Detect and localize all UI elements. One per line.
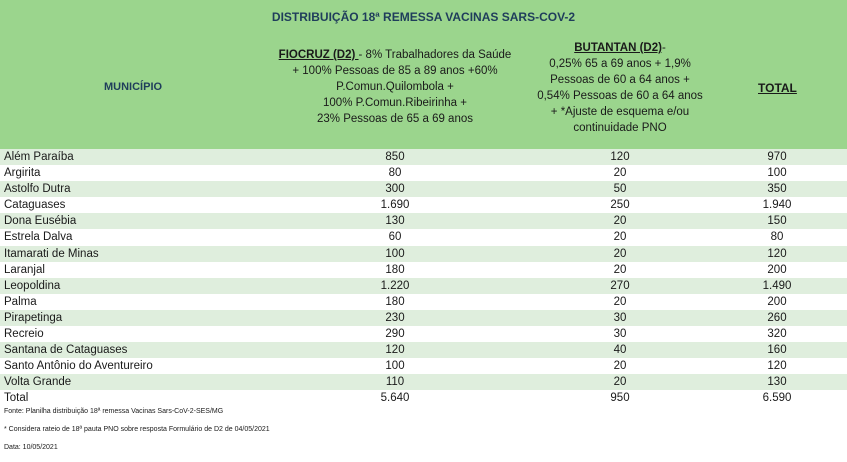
page-title: DISTRIBUIÇÃO 18ª REMESSA VACINAS SARS-COV-2 [271,10,576,24]
cell-municipio: Além Paraíba [4,151,74,163]
cell-fiocruz: 180 [385,295,405,308]
cell-butantan: 50 [613,183,627,196]
cell-fiocruz: 110 [385,376,405,389]
table-row [0,229,847,245]
cell-municipio: Total [4,392,29,405]
cell-butantan: 20 [613,376,627,389]
cell-butantan: 20 [613,263,627,276]
cell-total: 120 [767,247,787,260]
cell-butantan: 250 [610,199,630,212]
cell-municipio: Leopoldina [4,279,61,292]
cell-municipio: Santo Antônio do Aventureiro [4,360,153,373]
table-row [0,278,847,294]
cell-total: 350 [767,183,787,196]
fiocruz-title: FIOCRUZ (D2) [278,49,359,61]
table-row-total [0,390,847,406]
butantan-desc-3: Pessoas de 60 a 64 anos + [550,74,690,86]
footnote-rateio: * Considera rateio de 18ª pauta PNO sobre resposta Formulário de D2 de 04/05/2021 [4,426,270,433]
table-header [0,0,847,149]
cell-total: 970 [767,151,787,163]
table-body [0,149,847,407]
column-header-fiocruz [245,47,545,127]
table-row [0,326,847,342]
cell-fiocruz: 130 [385,215,405,228]
column-header-municipio: MUNICÍPIO [104,81,163,93]
table-row [0,374,847,390]
cell-fiocruz: 300 [385,183,405,196]
fiocruz-desc-5: 23% Pessoas de 65 a 69 anos [316,113,473,125]
cell-butantan: 20 [613,167,627,180]
cell-total: 100 [767,167,787,180]
cell-butantan: 30 [613,311,627,324]
table-row [0,294,847,310]
butantan-desc-4: 0,54% Pessoas de 60 a 64 anos [537,90,703,102]
cell-total: 6.590 [762,392,792,405]
cell-total: 1.940 [762,199,792,212]
table-row [0,262,847,278]
cell-municipio: Itamarati de Minas [4,247,99,260]
table-row [0,197,847,213]
table-row [0,310,847,326]
cell-fiocruz: 100 [385,247,405,260]
cell-municipio: Argirita [4,167,41,180]
cell-municipio: Santana de Cataguases [4,344,128,357]
cell-fiocruz: 180 [385,263,405,276]
cell-total: 80 [770,231,784,244]
cell-fiocruz: 850 [385,151,405,163]
table-row [0,181,847,197]
butantan-desc-1: - [661,42,666,54]
cell-total: 260 [767,311,787,324]
cell-total: 120 [767,360,787,373]
fiocruz-desc-1: - 8% Trabalhadores da Saúde [358,49,512,61]
cell-fiocruz: 120 [385,344,405,357]
cell-butantan: 20 [613,360,627,373]
footnote-source: Fonte: Planilha distribuição 18ª remessa Vacinas Sars-CoV-2-SES/MG [4,408,224,415]
cell-total: 160 [767,344,787,357]
cell-municipio: Volta Grande [4,376,72,389]
cell-fiocruz: 230 [385,311,405,324]
cell-total: 1.490 [762,279,792,292]
cell-total: 320 [767,328,787,341]
cell-fiocruz: 100 [385,360,405,373]
cell-butantan: 40 [613,344,627,357]
cell-municipio: Laranjal [4,263,45,276]
butantan-title: BUTANTAN (D2) [574,42,662,54]
table-row [0,342,847,358]
cell-butantan: 120 [610,151,630,163]
table-row [0,149,847,165]
cell-municipio: Cataguases [4,199,66,212]
butantan-desc-6: continuidade PNO [573,122,667,134]
cell-butantan: 270 [610,279,630,292]
butantan-desc-2: 0,25% 65 a 69 anos + 1,9% [549,58,691,70]
cell-municipio: Estrela Dalva [4,231,73,244]
fiocruz-desc-3: P.Comun.Quilombola + [336,81,454,93]
table-row [0,358,847,374]
cell-butantan: 30 [613,328,627,341]
cell-fiocruz: 1.220 [380,279,410,292]
table-row [0,213,847,229]
table-row [0,246,847,262]
cell-municipio: Palma [4,295,37,308]
cell-municipio: Pirapetinga [4,311,63,324]
cell-butantan: 20 [613,215,627,228]
cell-fiocruz: 5.640 [380,392,410,405]
cell-fiocruz: 1.690 [380,199,410,212]
butantan-desc-5: + *Ajuste de esquema e/ou [550,106,690,118]
fiocruz-desc-4: 100% P.Comun.Ribeirinha + [323,97,467,109]
cell-total: 200 [767,263,787,276]
column-header-butantan [520,40,720,136]
cell-butantan: 20 [613,231,627,244]
cell-fiocruz: 290 [385,328,405,341]
cell-butantan: 20 [613,247,627,260]
footnote-date: Data: 10/05/2021 [4,444,58,451]
cell-fiocruz: 80 [388,167,402,180]
cell-municipio: Astolfo Dutra [4,183,71,196]
table-row [0,165,847,181]
fiocruz-desc-2: + 100% Pessoas de 85 a 89 anos +60% [292,65,498,77]
cell-butantan: 20 [613,295,627,308]
cell-municipio: Dona Eusébia [4,215,77,228]
cell-fiocruz: 60 [388,231,402,244]
cell-butantan: 950 [610,392,630,405]
column-header-total: TOTAL [758,81,797,95]
cell-total: 200 [767,295,787,308]
cell-municipio: Recreio [4,328,44,341]
cell-total: 130 [767,376,787,389]
cell-total: 150 [767,215,787,228]
